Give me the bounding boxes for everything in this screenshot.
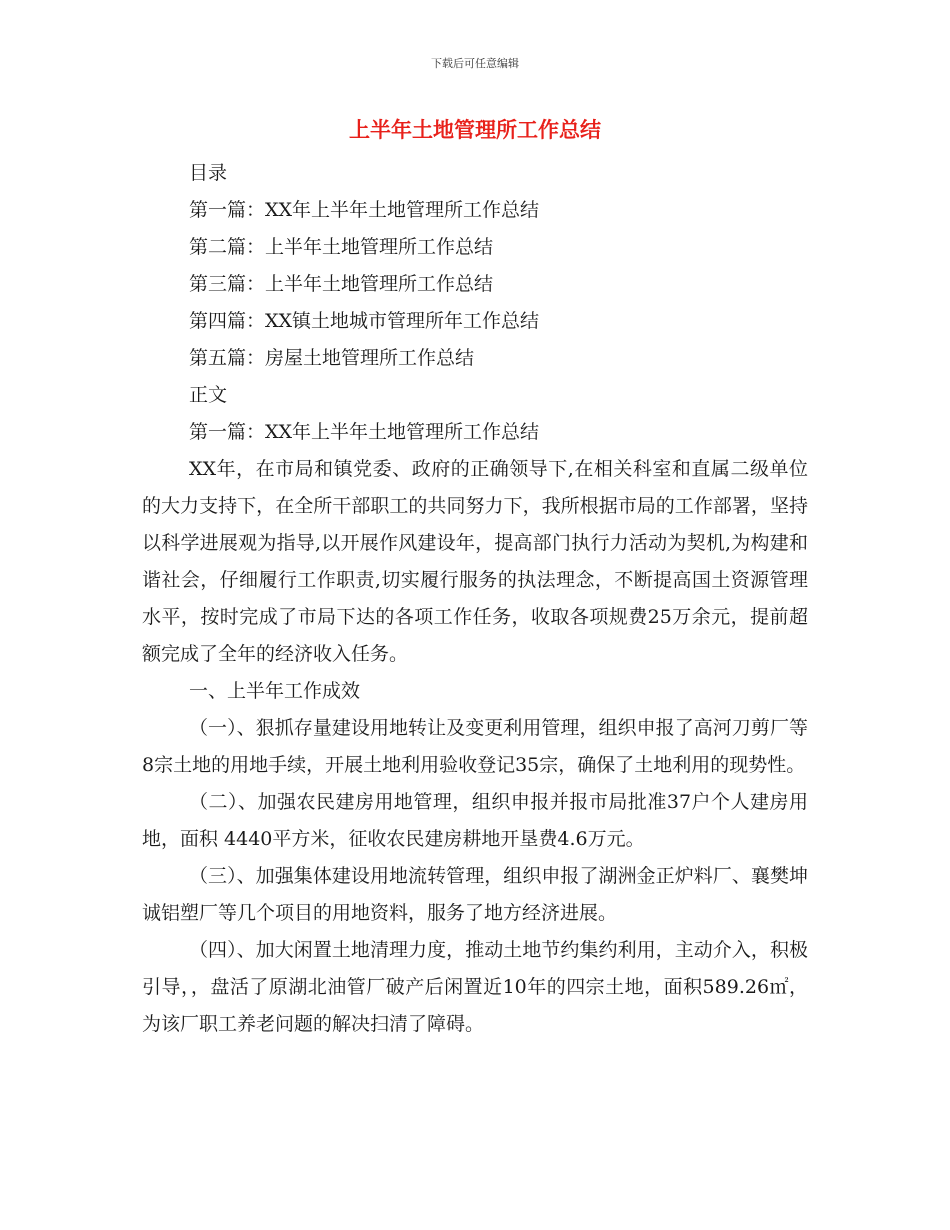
- intro-paragraph: XX年，在市局和镇党委、政府的正确领导下,在相关科室和直属二级单位的大力支持下，在全所干部职工的共同努力下，我所根据市局的工作部署，坚持以科学进展观为指导,以开展作风建设年，提高部门执行力活动为契机,为构建和谐社会，仔细履行工作职责,切实履行服务的执法理念，不断提高国土资源管理水平，按时完成了市局下达的各项工作任务，收取各项规费25万余元，提前超额完成了全年的经济收入任务。: [142, 458, 808, 665]
- toc-heading: 目录: [189, 162, 228, 184]
- section-item-4: （四）、加大闲置土地清理力度，推动土地节约集约利用，主动介入，积极引导，，盘活了原湖北油管厂破产后闲置近10年的四宗土地，面积589.26㎡，为该厂职工养老问题的解决扫清了障碍。: [142, 939, 808, 1035]
- toc-item: 第二篇：上半年土地管理所工作总结: [189, 236, 494, 258]
- body-heading: 正文: [189, 384, 228, 406]
- chapter-title: 第一篇：XX年上半年土地管理所工作总结: [189, 421, 540, 443]
- document-title: 上半年土地管理所工作总结: [349, 118, 601, 142]
- toc-item: 第一篇：XX年上半年土地管理所工作总结: [189, 199, 540, 221]
- section-heading: 一、上半年工作成效: [189, 680, 361, 702]
- header-note: 下载后可任意编辑: [431, 57, 519, 70]
- document-body: [142, 155, 808, 1043]
- toc-item: 第三篇：上半年土地管理所工作总结: [189, 273, 494, 295]
- section-item-2: （二）、加强农民建房用地管理，组织申报并报市局批准37户个人建房用地，面积 4440平方米，征收农民建房耕地开垦费4.6万元。: [142, 791, 808, 850]
- section-item-3: （三）、加强集体建设用地流转管理，组织申报了湖洲金正炉料厂、襄樊坤诚铝塑厂等几个项目的用地资料，服务了地方经济进展。: [142, 865, 808, 924]
- section-item-1: （一）、狠抓存量建设用地转让及变更利用管理，组织申报了高河刀剪厂等8宗土地的用地手续，开展土地利用验收登记35宗，确保了土地利用的现势性。: [142, 717, 808, 776]
- toc-item: 第五篇：房屋土地管理所工作总结: [189, 347, 475, 369]
- toc-item: 第四篇：XX镇土地城市管理所年工作总结: [189, 310, 540, 332]
